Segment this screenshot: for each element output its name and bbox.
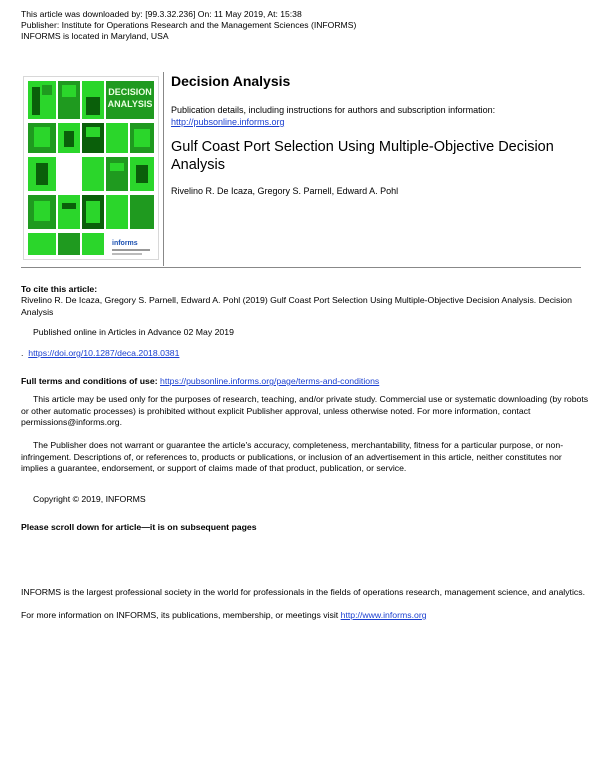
usage-paragraph: This article may be used only for the purposes of research, teaching, and/or private study. Commercial use or systematic downloading (by robots or other automatic processes) is prohibited without explicit Publisher approval, unless otherwise noted. For more information, contact permissions@informs.org. [21, 394, 589, 428]
download-info: This article was downloaded by: [99.3.32.236] On: 11 May 2019, At: 15:38 [21, 9, 302, 19]
cover-title-line2: ANALYSIS [107, 99, 153, 109]
publisher-info: Publisher: Institute for Operations Research and the Management Sciences (INFORMS) [21, 20, 357, 30]
vertical-divider [163, 72, 164, 266]
cover-title-line1: DECISION [108, 87, 152, 97]
scroll-note: Please scroll down for article—it is on subsequent pages [21, 522, 257, 532]
horizontal-divider [21, 267, 581, 268]
citation-text: Rivelino R. De Icaza, Gregory S. Parnell, Edward A. Pohl (2019) Gulf Coast Port Selection Using Multiple-Objective Decision Analysis. Decision Analysis [21, 295, 572, 317]
disclaimer-paragraph: The Publisher does not warrant or guarantee the article's accuracy, completeness, merchantability, fitness for a particular purpose, or non-infringement. Descriptions of, or references to, products or publications, or inclusion of an advertisement in this article, neither constitutes nor implies a guarantee, endorsement, or support of claims made of that product, publication, or service. [21, 440, 564, 474]
publication-details [171, 104, 495, 128]
journal-cover-image [23, 76, 159, 260]
cover-art [24, 77, 158, 259]
doi-link[interactable]: https://doi.org/10.1287/deca.2018.0381 [28, 348, 180, 358]
copyright-notice: Copyright © 2019, INFORMS [33, 494, 146, 504]
download-header [21, 9, 356, 42]
terms-link[interactable]: https://pubsonline.informs.org/page/terms-and-conditions [160, 376, 380, 386]
informs-website-link[interactable]: http://www.informs.org [340, 610, 427, 620]
terms-line [21, 376, 379, 388]
more-info-line [21, 610, 427, 622]
publication-details-text: Publication details, including instructions for authors and subscription information: [171, 105, 496, 115]
more-info-text: For more information on INFORMS, its publications, membership, or meetings visit [21, 610, 341, 620]
journal-name: Decision Analysis [171, 73, 291, 89]
publisher-location: INFORMS is located in Maryland, USA [21, 31, 169, 41]
informs-description: INFORMS is the largest professional society in the world for professionals in the fields of operations research, management science, and analytics. [21, 587, 585, 597]
article-title: Gulf Coast Port Selection Using Multiple-Objective Decision Analysis [171, 139, 554, 173]
informs-logo: informs [112, 240, 138, 247]
pubsonline-link[interactable]: http://pubsonline.informs.org [171, 117, 285, 127]
published-date: Published online in Articles in Advance 02 May 2019 [33, 327, 234, 337]
cite-heading: To cite this article: [21, 284, 98, 294]
article-authors: Rivelino R. De Icaza, Gregory S. Parnell, Edward A. Pohl [171, 186, 399, 196]
doi-prefix: . [21, 348, 24, 358]
doi-line [21, 348, 179, 360]
terms-label: Full terms and conditions of use: [21, 376, 161, 386]
